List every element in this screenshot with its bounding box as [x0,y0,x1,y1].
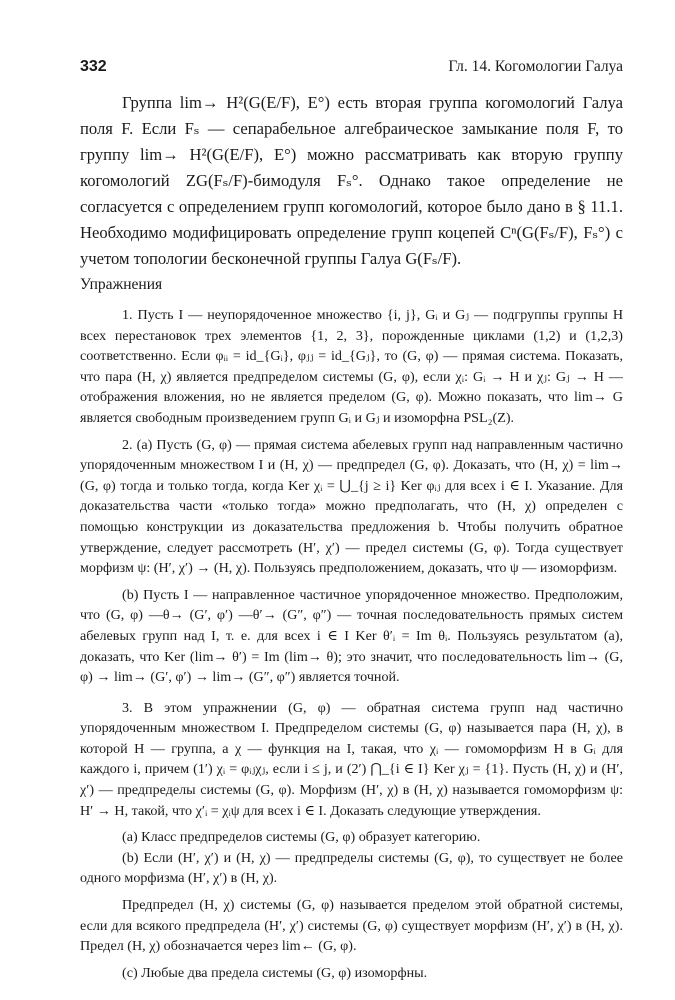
intro-paragraph: Группа lim→ H²(G(E/F), E°) есть вторая группа когомологий Галуа поля F. Если Fₛ — сепарабельное алгебраическое замыкание поля F, то группу lim→ H²(G(E/F), E°) можно рассматривать как вторую группу когомологий ZG(Fₛ/F)-бимодуля Fₛ°. Однако такое определение не согласуется с определением групп когомологий, которое было дано в § 11.1. Необходимо модифицировать определение групп коцепей Cⁿ(G(Fₛ/F), Fₛ°) с учетом топологии бесконечной группы Галуа G(Fₛ/F). [80,93,623,268]
main-text [80,90,623,272]
page-number: 332 [80,58,107,75]
exercise-3-definition: Предпредел (H, χ) системы (G, φ) называется пределом этой обратной системы, если для всякого предпредела (H′, χ′) системы (G, φ) существует морфизм (H′, χ′) в (H, χ). Предел (H, χ) обозначается через lim← (G, φ). [80,897,623,955]
exercise-1: 1. Пусть I — неупорядоченное множество {i, j}, Gᵢ и Gⱼ — подгруппы группы H всех перестановок трех элементов {1, 2, 3}, порожденные циклами (1,2) и (1,2,3) соответственно. Если φᵢᵢ = id_{Gᵢ}, φⱼⱼ = id_{Gⱼ}, то (G, φ) — прямая система. Показать, что пара (H, χ) является предпределом системы (G, φ), если χᵢ: Gᵢ → H и χⱼ: Gⱼ → H — отображения вложения, но не является пределом (G, φ). Можно показать, что lim→ G является свободным произведением групп Gᵢ и Gⱼ и изоморфна PSL₂(Z). [80,307,623,426]
exercise-3a: (a) Класс предпределов системы (G, φ) образует категорию. [122,829,481,846]
exercise-2a: 2. (a) Пусть (G, φ) — прямая система абелевых групп над направленным частично упорядоченным множеством I и (H, χ) — предпредел (G, φ). Доказать, что (H, χ) = lim→ (G, φ) тогда и только тогда, когда Ker χᵢ = ⋃_{j ≥ i} Ker φᵢⱼ для всех i ∈ I. Указание. Для доказательства части «только тогда» можно предполагать, что (H, χ) определен с помощью конструкции из доказательства предложения b. Чтобы получить обратное утверждение, следует рассмотреть (H′, χ′) — предел системы (G, φ). Тогда существует морфизм ψ: (H′, χ′) → (H, χ). Пользуясь предположением, доказать, что ψ — изоморфизм. [80,436,623,577]
section-title: Упражнения [80,276,163,293]
exercise-3c: (c) Любые два предела системы (G, φ) изоморфны. [122,964,428,981]
page-header [80,58,623,76]
exercise-2b: (b) Пусть I — направленное частичное упорядоченное множество. Предположим, что (G, φ) —θ→ (G′, φ′) —θ′→ (G″, φ″) — точная последовательность прямых систем абелевых групп над I, т. е. для всех i ∈ I Ker θ′ᵢ = Im θᵢ. Пользуясь результатом (a), доказать, что Ker (lim→ θ′) = Im (lim→ θ); это значит, что последовательность lim→ (G, φ) → lim→ (G′, φ′) → lim→ (G″, φ″) является точной. [80,586,623,686]
running-head: Гл. 14. Когомологии Галуа [448,58,623,75]
exercises-block [80,305,623,983]
exercise-3b: (b) Если (H′, χ′) и (H, χ) — предпределы системы (G, φ), то существует не более одного морфизма (H′, χ′) в (H, χ). [80,849,623,887]
exercise-3: 3. В этом упражнении (G, φ) — обратная система групп над частично упорядоченным множеством I. Предпределом системы (G, φ) называется пара (H, χ), в которой H — группа, а χ — функция на I, такая, что χᵢ — гомоморфизм H в Gᵢ для каждого i, причем (1′) χᵢ = φᵢⱼχⱼ, если i ≤ j, и (2′) ⋂_{i ∈ I} Ker χⱼ = {1}. Пусть (H, χ) и (H′, χ′) — предпределы системы (G, φ). Морфизм (H′, χ) в (H, χ) называется гомоморфизм ψ: H′ → H, такой, что χ′ᵢ = χᵢψ для всех i ∈ I. Доказать следующие утверждения. [80,699,623,819]
